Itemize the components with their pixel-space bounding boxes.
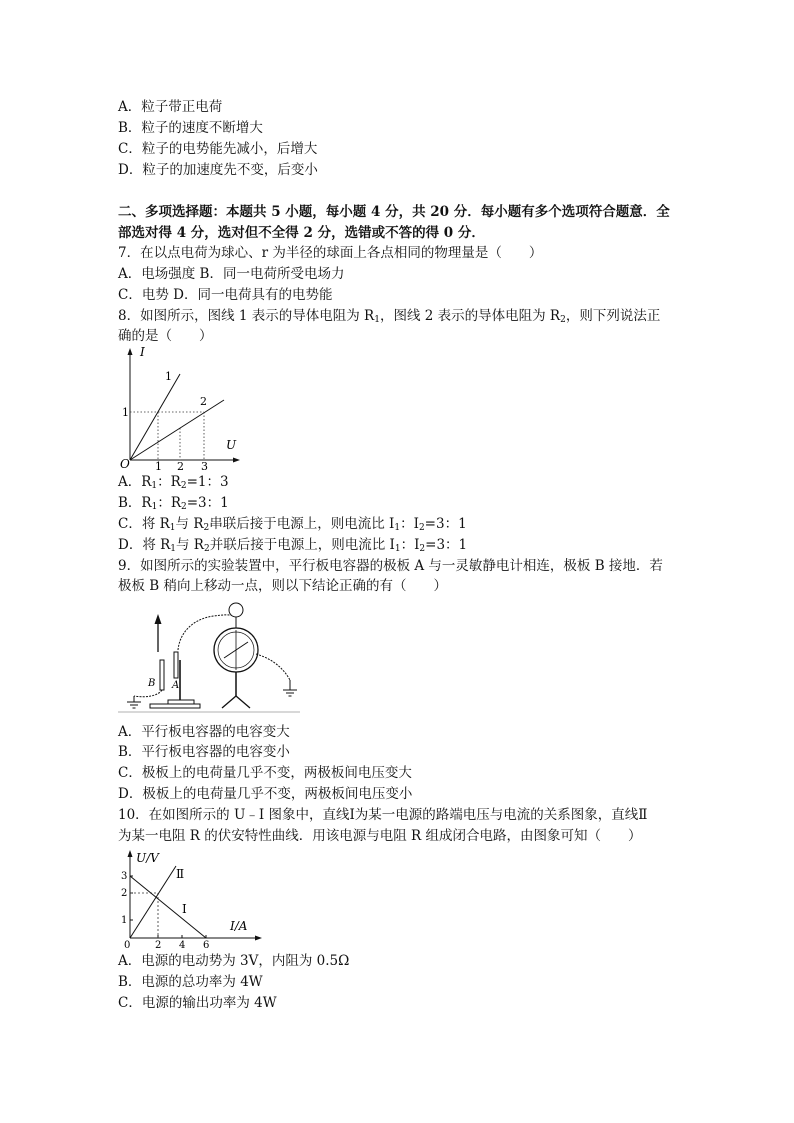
q9-plate-a [174,652,178,678]
q10-tick-x-2: 2 [155,940,162,950]
q10-tick-x-4: 4 [179,940,186,950]
q7-options-ab: A．电场强度 B．同一电荷所受电场力 [118,266,345,282]
q8-option-b: B．$R_1$：$R_2=3$：1 [118,495,229,512]
q9-label-a: A [172,680,180,691]
q10-x-arrow [255,936,262,941]
q8-line-1-label: 1 [165,370,172,383]
q8-stem-line1: 8．如图所示，图线 1 表示的导体电阻为 $R_1$，图线 2 表示的导体电阻为 $R_2$，则下列说法正 [118,308,661,325]
q10-tick-y-1: 1 [121,915,128,926]
q10-stem-line1: 10．在如图所示的 U﹣I 图象中，直线Ⅰ为某一电源的路端电压与电流的关系图象，直线Ⅱ [118,807,648,823]
q8-x-arrow [233,458,240,463]
section2-heading-line1: 二、多项选择题：本题共 5 小题，每小题 4 分，共 20 分．每小题有多个选项符合题意．全 [118,204,670,220]
q9-option-c: C．极板上的电荷量几乎不变，两极板间电压变大 [118,765,412,781]
q10-tick-x-6: 6 [203,940,210,950]
q8-option-c: C．将 $R_1$与 $R_2$串联后接于电源上，则电流比 $I_1$：$I_2=3$：1 [118,516,467,533]
q10-line-ii [130,866,176,938]
q10-option-c: C．电源的输出功率为 4W [118,995,277,1011]
q8-option-d: D．将 $R_1$与 $R_2$并联后接于电源上，则电流比 $I_1$：$I_2=3$：1 [118,537,468,554]
q9-wire-b-ground [134,690,162,697]
q8-tick-x-3: 3 [201,460,208,472]
q9-wire-case-ground [256,654,290,680]
q8-line-2 [130,400,224,460]
q10-line-i [130,876,206,938]
q9-plate-b [160,660,164,690]
q10-option-b: B．电源的总功率为 4W [118,974,263,990]
q9-option-b: B．平行板电容器的电容变小 [118,744,290,760]
q8-option-a: A．$R_1$：$R_2=1$：3 [118,474,229,491]
q9-label-b: B [148,678,156,689]
q6-option-b: B．粒子的速度不断增大 [118,120,263,136]
q9-base-board [150,704,200,708]
q6-option-a: A．粒子带正电荷 [118,99,223,115]
q8-origin-label: O [120,457,130,471]
q8-x-label: U [226,438,237,452]
section2-heading-line2: 部选对得 4 分，选对但不全得 2 分，选错或不答的得 0 分． [118,225,485,241]
q8-tick-x-2: 2 [177,460,184,472]
q6-option-d: D．粒子的加速度先不变，后变小 [118,162,318,178]
q9-option-d: D．极板上的电荷量几乎不变，两极板间电压变小 [118,786,413,802]
q10-option-a: A．电源的电动势为 3V，内阻为 0.5Ω [118,953,350,969]
q9-option-a: A．平行板电容器的电容变大 [118,724,290,740]
q6-option-c: C．粒子的电势能先减小，后增大 [118,141,318,157]
q9-stem-line2: 极板 B 稍向上移动一点，则以下结论正确的有（ ） [118,578,448,594]
q8-stem-line2: 确的是（ ） [118,328,213,344]
q10-stem-line2: 为某一电阻 R 的伏安特性曲线．用该电源与电阻 R 组成闭合电路，由图象可知（ ） [118,828,642,844]
q9-move-arrow-head [155,614,162,624]
q7-options-cd: C．电势 D．同一电荷具有的电势能 [118,287,333,303]
q8-y-arrow [128,348,133,355]
q8-tick-x-1: 1 [155,460,162,472]
q10-tick-y-2: 2 [121,888,128,899]
q10-x-label: I/A [230,919,248,933]
q8-line-2-label: 2 [200,395,207,408]
q10-origin-label: 0 [124,940,131,950]
q8-line-1 [130,374,180,460]
q10-y-label: U/V [136,851,159,865]
q10-y-arrow [128,850,133,857]
q9-electrometer-legs [222,696,250,708]
q9-plate-a-base [168,700,194,704]
q8-tick-y-1: 1 [122,406,129,419]
q10-line-i-label: Ⅰ [182,902,187,916]
q10-line-ii-label: Ⅱ [176,867,185,881]
q10-tick-y-3: 3 [121,871,128,882]
q10-ui-graph [118,846,266,950]
q9-electrometer-knob [229,603,243,617]
q9-stem-line1: 9．如图所示的实验装置中，平行板电容器的极板 A 与一灵敏静电计相连，极板 B 接地．若 [118,558,663,574]
q9-apparatus-figure [118,600,308,718]
q7-stem: 7．在以点电荷为球心、r 为半径的球面上各点相同的物理量是（ ） [118,245,543,261]
q8-iu-graph [118,344,248,472]
q8-y-label: I [140,345,145,359]
